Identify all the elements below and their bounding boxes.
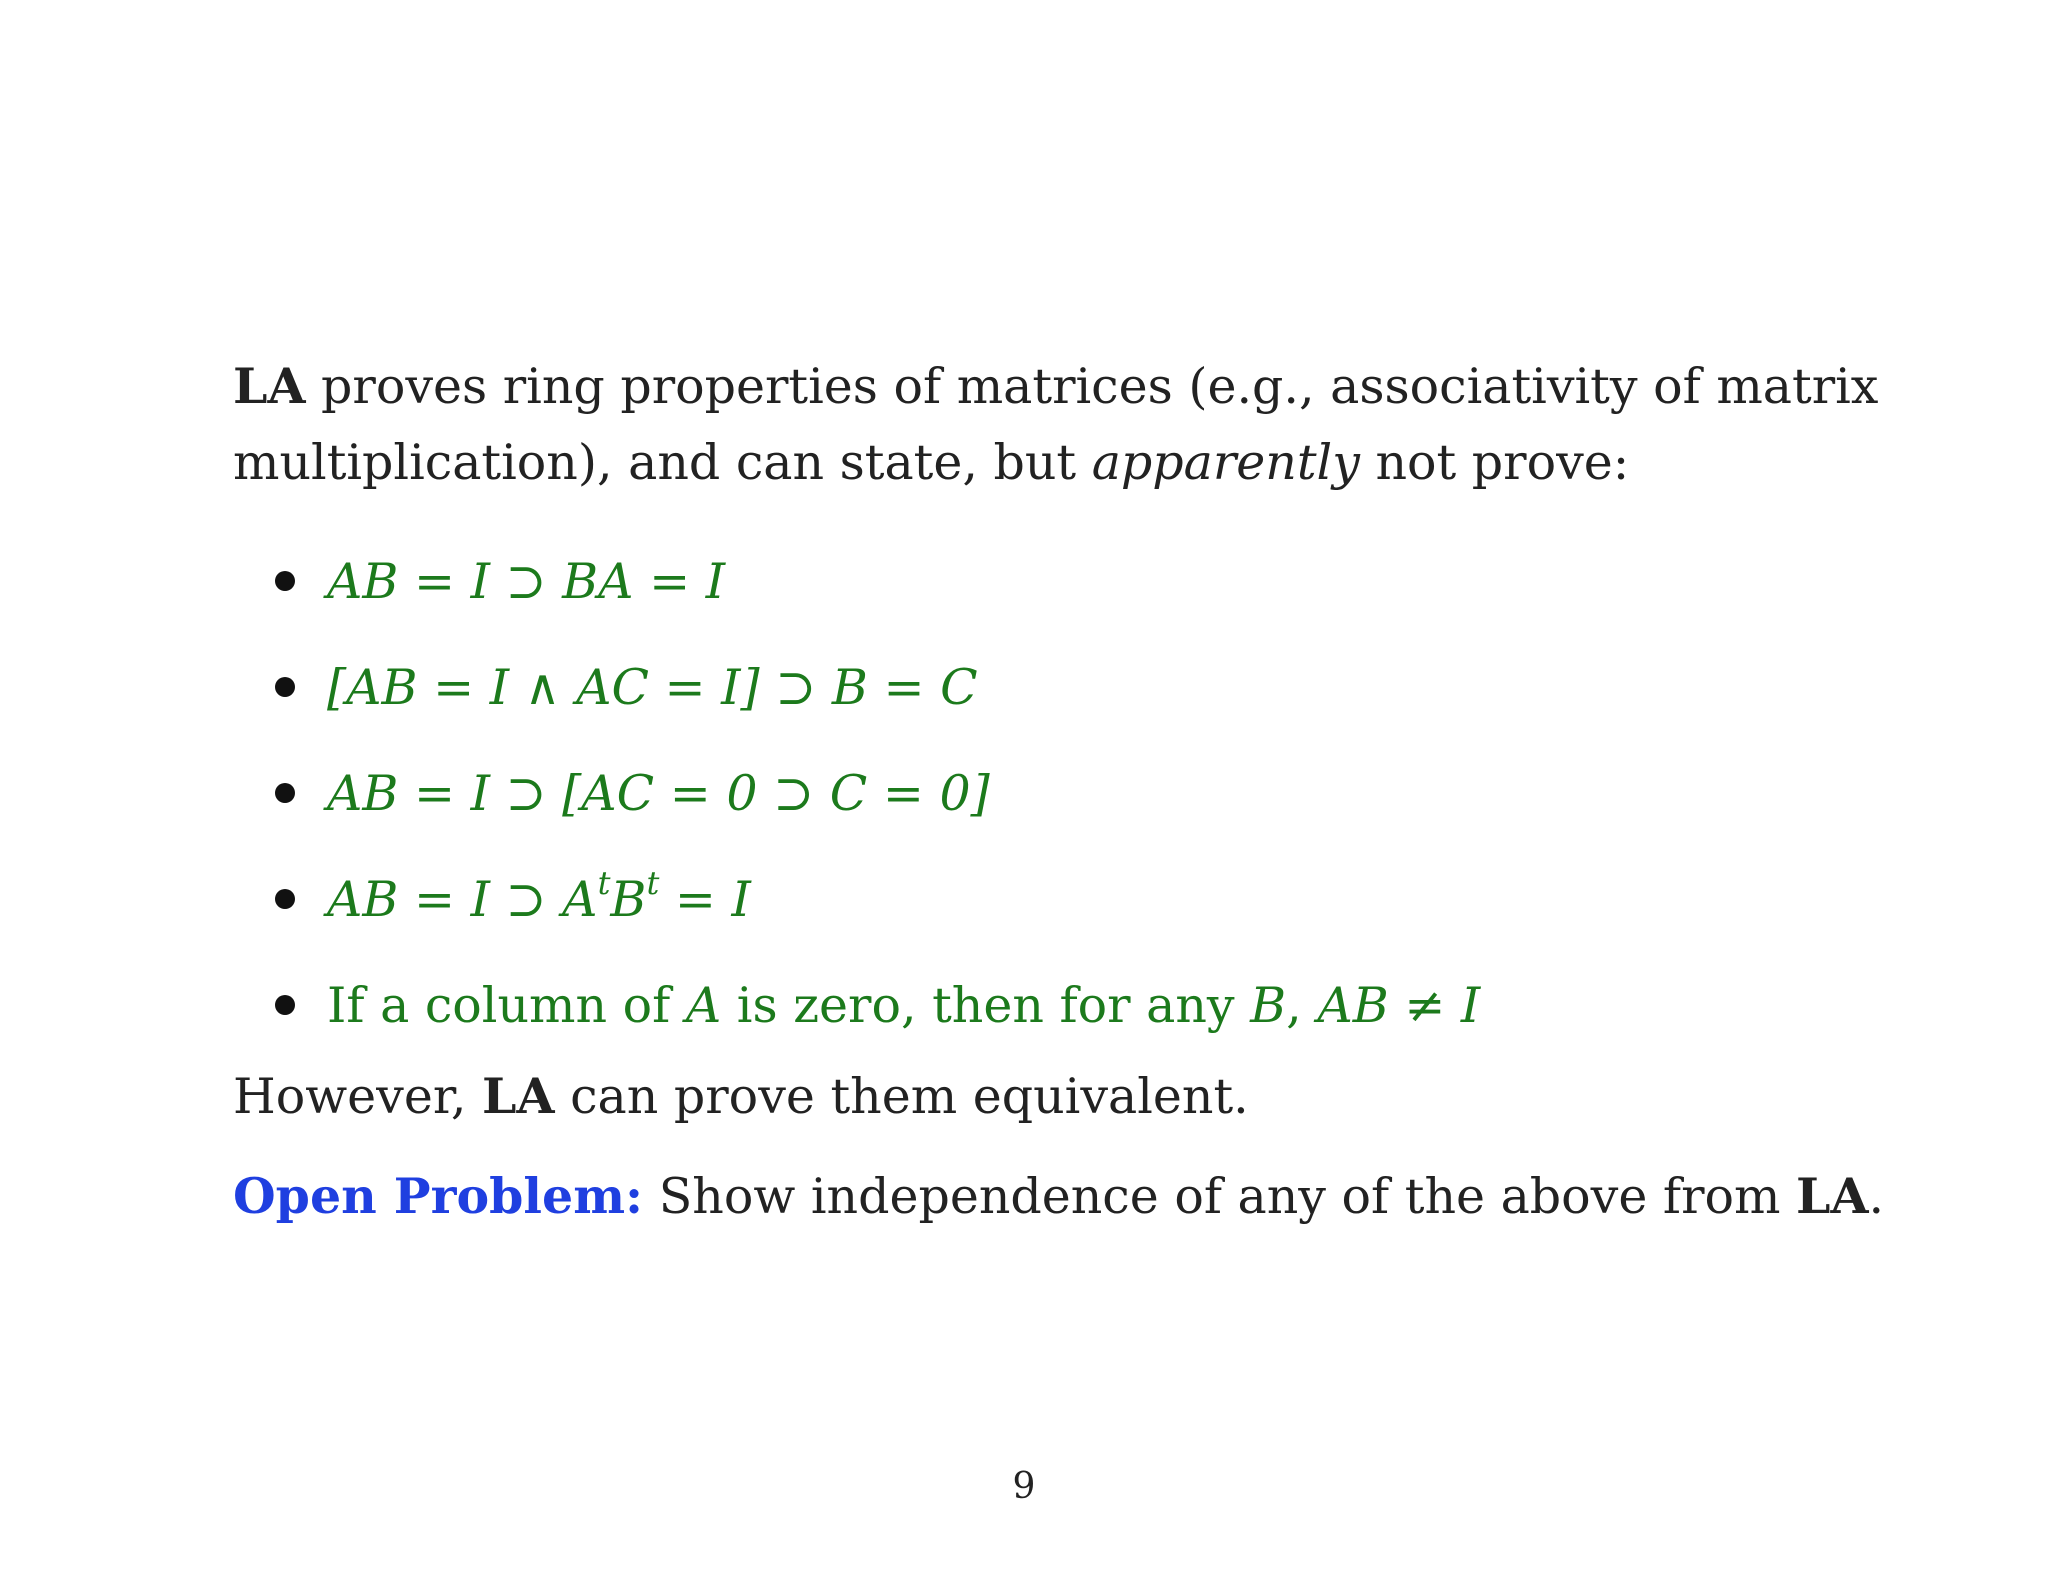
conclusion-text-a: However, [233,1068,483,1125]
intro-text-2a: multiplication), and can state, but [233,434,1092,491]
statement-formula: [AB = I ∧ AC = I] ⊃ B = C [327,658,978,716]
conclusion-text-b: can prove them equivalent. [554,1068,1249,1125]
statement-formula: AB = I ⊃ BA = I [327,552,726,610]
statement-item [275,846,1480,952]
intro-line-2 [233,425,1833,501]
statement-text [327,977,1480,1034]
open-problem-paragraph [233,1158,1885,1235]
intro-line-1 [233,348,1879,425]
la-term: LA [233,357,306,415]
open-problem-end: . [1868,1168,1885,1225]
statement-text-part: If a column of [327,976,686,1034]
formula-part: = I [659,870,751,928]
math-variable: B [1250,976,1287,1034]
statement-formula: AB = I ⊃ [AC = 0 ⊃ C = 0] [327,764,990,822]
open-problem-text: Show independence of any of the above from [643,1168,1797,1225]
bullet-icon [275,783,295,803]
intro-text-1: proves ring properties of matrices (e.g., associativity of matrix [305,358,1879,415]
math-variable: AB ≠ I [1317,976,1481,1034]
bullet-icon [275,571,295,591]
open-problem-label: Open Problem: [233,1167,644,1225]
formula-part: B [610,870,647,928]
apparently-emphasis: apparently [1091,434,1360,491]
math-variable: A [685,976,722,1034]
statement-item [275,634,1480,740]
la-term: LA [1796,1167,1869,1225]
transpose-superscript: t [646,863,660,902]
statement-item [275,740,1480,846]
transpose-superscript: t [597,863,611,902]
la-term: LA [482,1067,555,1125]
conclusion-paragraph [233,1058,1833,1135]
intro-paragraph [233,348,1879,501]
page-number: 9 [1012,1466,1036,1507]
intro-text-2b: not prove: [1359,434,1630,491]
bullet-icon [275,995,295,1015]
statement-list [275,528,1480,1058]
statement-item [275,952,1480,1058]
formula-part: AB = I ⊃ A [327,870,598,928]
statement-text-part: , [1286,976,1318,1034]
bullet-icon [275,889,295,909]
bullet-icon [275,677,295,697]
statement-formula [327,863,751,928]
statement-text-part: is zero, then for any [721,976,1251,1034]
statement-item [275,528,1480,634]
